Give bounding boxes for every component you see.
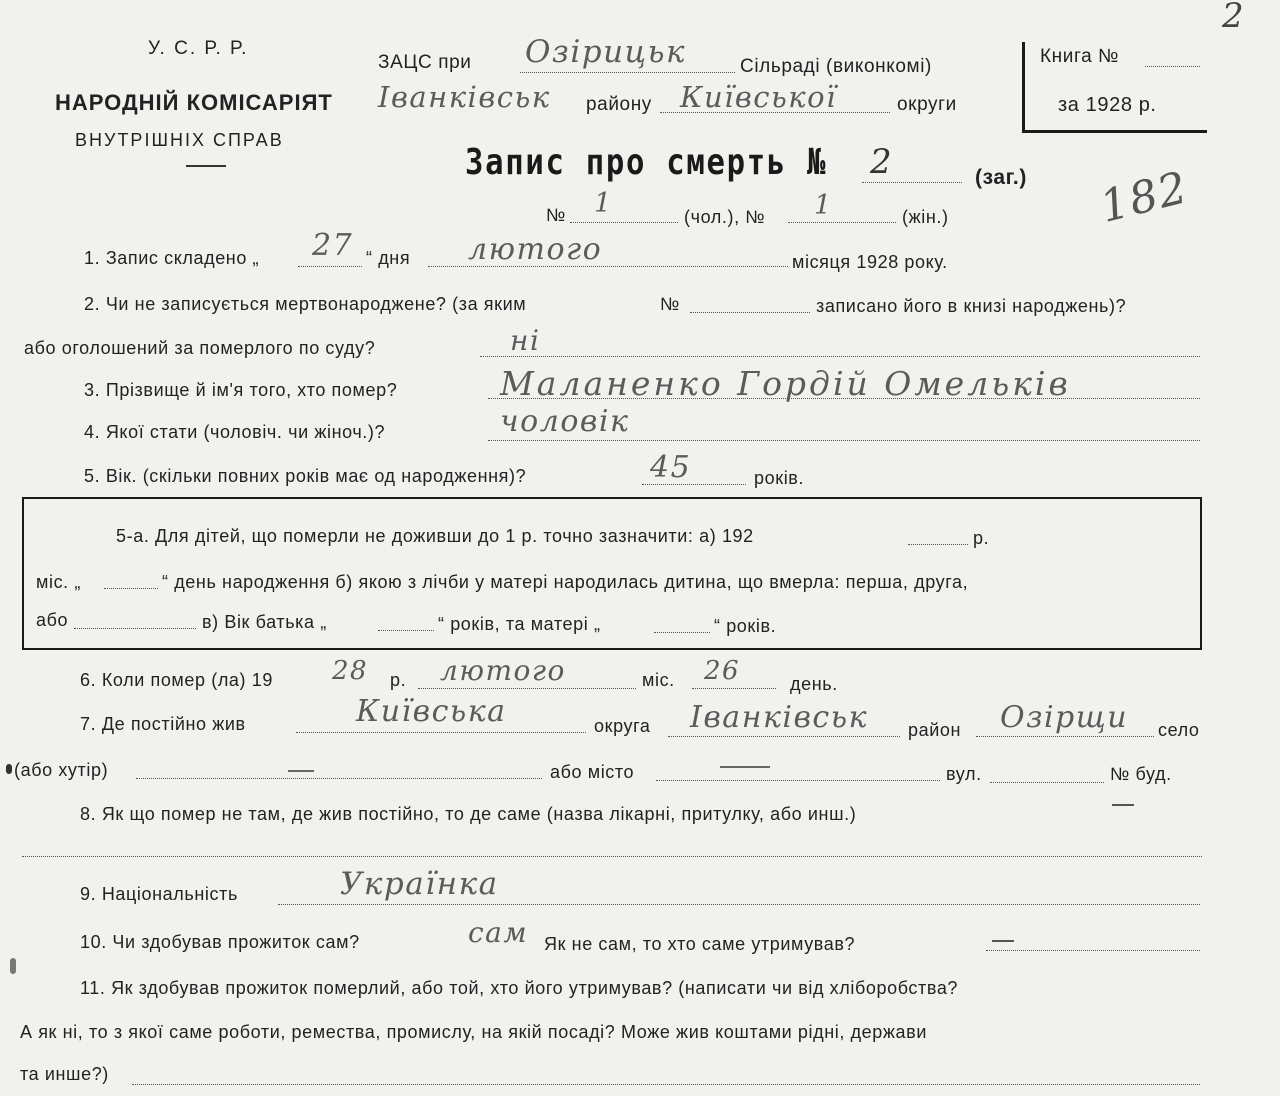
hw-f4-sex: чоловік bbox=[500, 404, 630, 439]
f2-court: або оголошений за померлого по суду? bbox=[24, 338, 376, 358]
f6-month-line bbox=[418, 688, 636, 689]
f1-day-line bbox=[298, 266, 362, 267]
f5-label: 5. Вік. (скільки повних років має од народження)? bbox=[84, 466, 527, 486]
f8-label: 8. Як що помер не там, де жив постійно, то де саме (назва лікарні, притулку, або инш.) bbox=[80, 804, 857, 824]
f6-mis: міс. bbox=[642, 670, 675, 690]
record-title: Запис про смерть № bbox=[465, 142, 828, 183]
corner-number: 2 bbox=[1222, 0, 1246, 36]
hw-f7-selo: Озірщи bbox=[1000, 700, 1129, 735]
f5a-year-line bbox=[908, 544, 968, 545]
f7-khutir-dash bbox=[288, 770, 314, 772]
f11-line2: А як ні, то з якої саме роботи, ремества, промислу, на якій посаді? Може жив коштами рідні, держави bbox=[20, 1022, 927, 1042]
hw-f7-okruha: Київська bbox=[356, 694, 507, 729]
f7-okruha: округа bbox=[594, 716, 651, 736]
f5a-mother-line bbox=[654, 632, 710, 633]
hw-f7-raion: Іванківськ bbox=[690, 700, 868, 735]
f7-raion: район bbox=[908, 720, 962, 740]
f5a-father: в) Вік батька „ bbox=[202, 612, 327, 632]
header-divider bbox=[186, 165, 226, 167]
hw-f6-year: 28 bbox=[332, 656, 369, 686]
f7-raion-line bbox=[668, 736, 900, 737]
f8-line bbox=[22, 856, 1202, 857]
f9-line bbox=[278, 904, 1200, 905]
f5a-order-line bbox=[74, 628, 196, 629]
f4-label: 4. Якої стати (чоловіч. чи жіноч.)? bbox=[84, 422, 386, 442]
hw-okruha: Київської bbox=[680, 80, 837, 114]
f3-label: 3. Прізвище й ім'я того, хто помер? bbox=[84, 380, 398, 400]
margin-mark bbox=[10, 958, 16, 974]
hw-village: Озірицьк bbox=[525, 34, 687, 70]
f10-line bbox=[986, 950, 1200, 951]
hw-f10-answer: сам bbox=[468, 916, 529, 949]
f10-dash bbox=[992, 940, 1014, 942]
f5a-r: р. bbox=[973, 528, 990, 548]
f1-dnia: “ дня bbox=[366, 248, 411, 268]
chol-label: (чол.), № bbox=[684, 207, 766, 227]
f6-day-line bbox=[692, 688, 776, 689]
f7-khutir: (або хутір) bbox=[14, 760, 109, 780]
f6-den: день. bbox=[790, 674, 838, 694]
f7-okruha-line bbox=[296, 732, 586, 733]
hw-f2-answer: ні bbox=[510, 324, 541, 357]
internal-affairs-label: ВНУТРІШНІХ СПРАВ bbox=[75, 130, 284, 150]
f2-label: 2. Чи не записується мертвонароджене? (за яким bbox=[84, 294, 527, 314]
f1-label: 1. Запис складено „ bbox=[84, 248, 260, 268]
book-year: за 1928 р. bbox=[1058, 94, 1157, 116]
record-number-line bbox=[862, 182, 962, 183]
f7-selo-line bbox=[976, 736, 1154, 737]
f4-line bbox=[488, 440, 1200, 441]
hw-women-count: 1 bbox=[814, 190, 833, 221]
f5a-mis: міс. „ bbox=[36, 572, 81, 592]
f2-court-line bbox=[480, 356, 1200, 357]
selrada-label: Сільраді (виконкомі) bbox=[740, 56, 932, 77]
f11-line1: 11. Як здобував прожиток померлий, або той, хто його утримував? (написати чи від хліборобства? bbox=[80, 978, 959, 998]
village-line bbox=[520, 72, 735, 73]
hw-f3-name: Маланенко Гордій Омельків bbox=[500, 364, 1071, 403]
f5-unit: років. bbox=[754, 468, 805, 488]
f5a-abo: або bbox=[36, 610, 69, 630]
f2-no-line bbox=[690, 312, 810, 313]
commissariat-label: НАРОДНІЙ КОМІСАРІЯТ bbox=[55, 90, 333, 115]
f3-line bbox=[488, 398, 1200, 399]
f7-khutir-line bbox=[136, 778, 542, 779]
f2-book: записано його в книзі народжень)? bbox=[816, 296, 1127, 316]
zags-prefix: ЗАЦС при bbox=[378, 52, 472, 73]
f7-bud: № буд. bbox=[1110, 764, 1172, 784]
hw-f5-age: 45 bbox=[650, 450, 692, 485]
f7-label: 7. Де постійно жив bbox=[80, 714, 246, 734]
f7-misto: або місто bbox=[550, 762, 635, 782]
margin-mark bbox=[6, 764, 12, 774]
women-line bbox=[788, 222, 896, 223]
f5a-line1: 5-а. Для дітей, що померли не доживши до 1 р. точно зазначити: а) 192 bbox=[116, 526, 754, 546]
ussr-label: У. С. Р. Р. bbox=[148, 38, 249, 59]
side-number: 182 bbox=[1095, 162, 1194, 233]
book-label: Книга № bbox=[1040, 46, 1120, 67]
hw-raion: Іванківськ bbox=[378, 80, 551, 114]
f9-label: 9. Національність bbox=[80, 884, 238, 904]
f7-misto-line bbox=[656, 780, 940, 781]
raion-label: району bbox=[586, 94, 652, 115]
f10-who: Як не сам, то хто саме утримував? bbox=[544, 934, 856, 954]
f5a-line2: “ день народження б) якою з лічби у матері народилась дитина, що вмерла: перша, друга, bbox=[162, 572, 969, 592]
f1-month-line bbox=[428, 266, 788, 267]
okruha-line bbox=[660, 112, 890, 113]
men-no-label: № bbox=[546, 205, 566, 225]
f7-vul: вул. bbox=[946, 764, 982, 784]
f6-r: р. bbox=[390, 670, 407, 690]
f5-line bbox=[642, 484, 746, 485]
hw-men-count: 1 bbox=[594, 188, 613, 219]
f5a-mother: “ років, та матері „ bbox=[438, 614, 601, 634]
f1-year: місяця 1928 року. bbox=[792, 252, 948, 272]
hw-f1-day: 27 bbox=[312, 228, 354, 263]
f11-line3: та инше?) bbox=[20, 1064, 109, 1084]
hw-record-number: 2 bbox=[870, 142, 894, 182]
f5a-day-line bbox=[104, 588, 158, 589]
f7-selo: село bbox=[1158, 720, 1200, 740]
f2-no: № bbox=[660, 294, 680, 314]
f5a-father-line bbox=[378, 630, 434, 631]
f6-label: 6. Коли помер (ла) 19 bbox=[80, 670, 273, 690]
hw-f9-nationality: Українка bbox=[340, 866, 499, 902]
okruha-label: округи bbox=[897, 94, 957, 115]
book-line bbox=[1145, 66, 1200, 67]
hw-f6-day: 26 bbox=[704, 656, 741, 686]
f8-dash bbox=[1112, 804, 1134, 806]
f5a-years: “ років. bbox=[714, 616, 777, 636]
hw-f1-month: лютого bbox=[468, 232, 603, 267]
zag-label: (заг.) bbox=[975, 166, 1027, 189]
f7-misto-dash bbox=[720, 766, 770, 768]
men-line bbox=[570, 222, 678, 223]
f10-label: 10. Чи здобував прожиток сам? bbox=[80, 932, 360, 952]
zhin-label: (жін.) bbox=[902, 207, 949, 227]
hw-f6-month: лютого bbox=[440, 654, 566, 687]
f7-vul-line bbox=[990, 782, 1104, 783]
f11-line bbox=[132, 1084, 1200, 1085]
